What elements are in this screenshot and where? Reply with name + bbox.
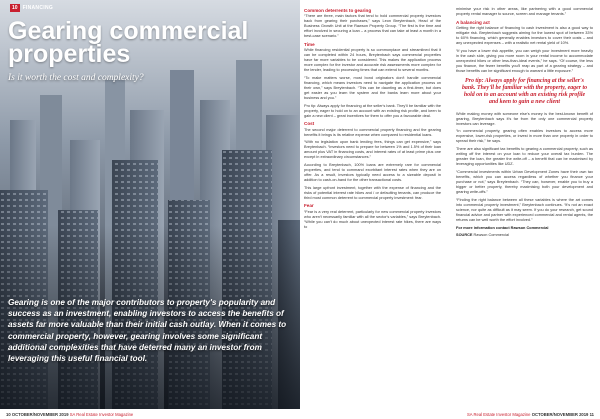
paragraph: “Commercial investments within Urban Development Zones have their own tax benefits, which you can access regardless of whether you finance your purchase or not,” says Breytenbach. “They can, however, enable you to buy a bigger or better property, thereby maximising both your development and gearing write-offs.” [456,169,593,195]
paragraph: The second major deterrent to commercial property financing and the gearing benefits it brings is its relative expense when compared to residential loans. [304,127,441,137]
paragraph: While making money with someone else's money is the best-known benefit of gearing, Breytenbach says it's far from the only one commercial property investors can leverage. [456,111,593,126]
source-label: SOURCE [456,233,473,238]
article-headline: Gearing commercial properties [8,17,249,68]
source-value: Rawson Commercial [473,233,509,238]
paragraph: “With no legislation upon bank lending fees, things can get expensive,” says Breytenbach. “Investors need to prepare for between 1% and 1.5% of their loan amount plus VAT in financing costs, and interest rates of at least prime plus one except in extraordinary circumstances.” [304,140,441,160]
article-column-1 [304,7,441,232]
paragraph: Pro tip: Always apply for financing at the seller's bank. They'll be familiar with the property, eager to hold on to an account with an existing risk profile, and keen to gain a new client – great incentives for them to offer you a favourable deal. [304,103,441,118]
page-number-right: 11 [589,411,594,417]
footer-date-left: OCTOBER/NOVEMBER 2019 [11,411,69,417]
paragraph: “To make matters worse, most bond originators don't handle commercial financing, which means investors need to navigate the application process on their own,” says Breytenbach. “This can be daunting as a first-timer, but does get easier as you learn the system and the banks learn more about your business and you.” [304,75,441,101]
paragraph: “If you have a lower risk appetite, you can weigh your investment more heavily in the cash side, giving you more room in your rental income to accommodate unexpected hikes or other less-than-ideal events,” he says. “Of course, the less you finance, the fewer benefits you'll reap as part of a gearing strategy – and those benefits can be significant enough to warrant a little exposure.” [456,48,593,73]
heading-common-deterrents: Common deterrents to gearing [304,8,372,13]
footer-right [467,412,594,417]
paragraph: “Finding the right balance between all these variables is where the art comes into commercial property investment,” Breytenbach continues. “It's not an exact science, nor quite as difficult as it may seem. If you do your research, get sound financial advice and partner with experienced commercial and rental agents, the returns can be well worth the effort involved.” [456,197,593,222]
section-label: FINANCING [22,5,54,11]
paragraph: “Fear is a very real deterrent, particularly for new commercial property investors who aren't necessarily familiar with all the sector's variables,” says Breytenbach. “While you can't do much about unexpected interest rate hikes, there are ways to [304,209,441,229]
paragraph: According to Breytenbach, 100% loans are extremely rare for commercial properties, and tend to command exorbitant interest rates when they are on offer. As a result, investors typically need access to a sizeable deposit in addition to cash-on-hand for the other transactional costs. [304,162,441,183]
contact-credit [456,226,593,231]
page-number-left: 10 [6,411,11,417]
page-footer [0,409,600,419]
contact-credit-text: For more information contact Rawson Commercial [456,225,549,230]
paragraph: This large upfront investment, together with the expense of financing and the risks of potential interest rate hikes and / or defaulting tenants, can produce the third most common deterrent to commercial property investment: fear. [304,185,441,200]
footer-left [6,412,133,417]
heading-balancing-act: A balancing act [456,19,490,25]
footer-date-right: OCTOBER/NOVEMBER 2019 [531,411,589,417]
paragraph: “There are three, main factors that tend to hold commercial property investors back from gearing their purchases,” says Leon Breytenbach, Head of the Business Growth Unit at the Rawson Property Group. “The first is the time and effort involved in securing a loan – a process that can take at least a month in a best-case scenario.” [304,14,441,39]
paragraph: “In commercial property, gearing often enables investors to access more expensive, lower-risk properties, or invest in more than one property in order to spread their risk,” he says. [456,129,593,144]
paragraph: There are also significant tax benefits to gearing a commercial property, such as writing off the interest on your loan to reduce your overall tax burden. The greater the loan, the greater the write-off – a benefit that can be maximised by leveraging opportunities like UDZ. [456,147,593,167]
section-number: 10 [12,5,18,11]
article-column-2 [456,7,593,241]
cityscape-photo [0,0,300,409]
paragraph: While financing residential property is so commonplace and streamlined that it can be completed within 24 hours, Breytenbach says commercial properties have far more variables to be considered. This makes the application process more complex for the investor and accurate risk assessments more complex for the lender, leading to processing times that can extend to several months. [304,48,441,73]
intro-pullquote: Gearing is one of the major contributors to property's popularity and success as an investment, enabling investors to access the benefits of assets far more valuable than their initial cash outlay. When it comes to commercial property, however, gearing involves some significant additional complexities that have deterred many an investor from leveraging this useful financial tool. [8,298,287,364]
pro-tip-callout: Pro tip: Always apply for financing at the seller's bank. They'll be familiar with the property, eager to hold on to an account with an existing risk profile and keen to gain a new client [461,77,588,106]
paragraph: Getting the right balance of financing to cash investment is also a good way to mitigate risk. Breytenbach suggests aiming for the lowest spot of between 33% to 60% financing, which generally enables investors to cover their costs – and any unexpected expenses – with a realistic net rental yield of 10%. [456,25,593,45]
article-subhead: Is it worth the cost and complexity? [8,73,144,83]
section-tag [10,4,53,12]
heading-time: Time [304,41,315,47]
paragraph: minimise your risk in other areas, like partnering with a good commercial property rental manager to source, screen and manage tenants.” [456,7,593,17]
footer-publication-left: SA Real Estate Investor Magazine [69,411,134,417]
footer-publication-right: SA Real Estate Investor Magazine [466,411,531,417]
heading-fear: Fear [304,203,314,209]
source-credit [456,233,593,238]
heading-cost: Cost [304,121,315,127]
